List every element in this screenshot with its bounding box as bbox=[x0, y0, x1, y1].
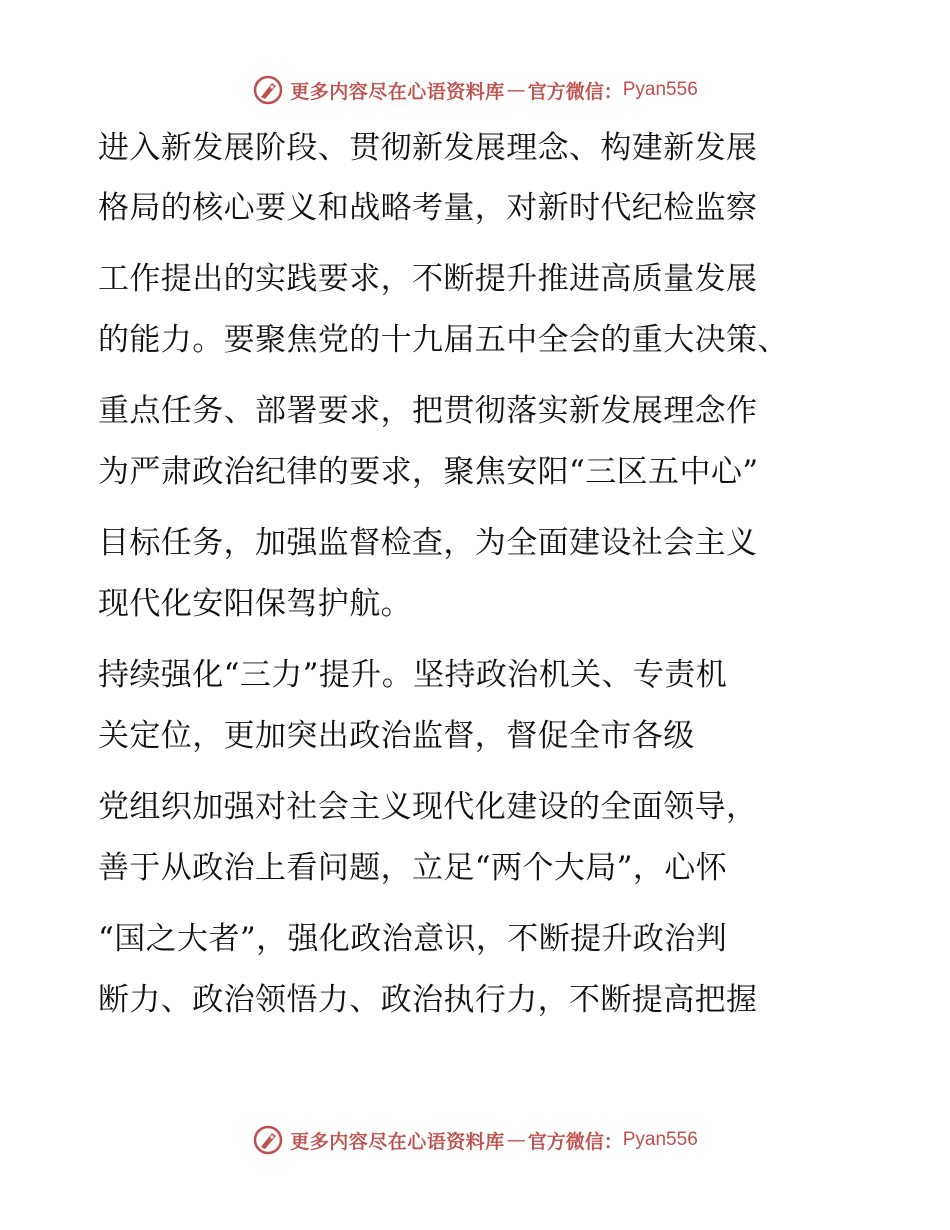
banner-separator: — bbox=[506, 79, 526, 101]
banner-separator: — bbox=[506, 1129, 526, 1151]
text-line: 格局的核心要义和战略考量，对新时代纪检监察 bbox=[98, 190, 758, 226]
text-line: 善于从政治上看问题，立足“两个大局”，心怀 bbox=[98, 850, 728, 886]
text-line: “国之大者”，强化政治意识，不断提升政治判 bbox=[98, 921, 728, 957]
wechat-id: Pyan556 bbox=[622, 79, 698, 100]
footer-banner bbox=[0, 1120, 950, 1160]
promo-text: 更多内容尽在心语资料库 bbox=[290, 1130, 505, 1153]
text-line: 工作提出的实践要求，不断提升推进高质量发展 bbox=[98, 261, 758, 297]
text-line: 的能力。要聚焦党的十九届五中全会的重大决策、 bbox=[98, 322, 789, 358]
text-line: 断力、政治领悟力、政治执行力，不断提高把握 bbox=[98, 982, 758, 1018]
text-line: 党组织加强对社会主义现代化建设的全面领导， bbox=[98, 789, 758, 825]
pen-nib-icon bbox=[252, 1124, 284, 1156]
text-line: 关定位，更加突出政治监督，督促全市各级 bbox=[98, 718, 695, 754]
wechat-id: Pyan556 bbox=[622, 1129, 698, 1150]
text-line: 重点任务、部署要求，把贯彻落实新发展理念作 bbox=[98, 393, 758, 429]
pen-nib-icon bbox=[252, 74, 284, 106]
official-wechat-label: 官方微信： bbox=[527, 1130, 623, 1153]
text-line: 进入新发展阶段、贯彻新发展理念、构建新发展 bbox=[98, 130, 758, 166]
text-line: 现代化安阳保驾护航。 bbox=[98, 586, 412, 622]
text-line: 目标任务，加强监督检查，为全面建设社会主义 bbox=[98, 525, 758, 561]
text-line: 为严肃政治纪律的要求，聚焦安阳“三区五中心” bbox=[98, 454, 759, 490]
promo-text: 更多内容尽在心语资料库 bbox=[290, 80, 505, 103]
official-wechat-label: 官方微信： bbox=[527, 80, 623, 103]
text-line: 持续强化“三力”提升。坚持政治机关、专责机 bbox=[98, 657, 728, 693]
header-banner bbox=[0, 70, 950, 110]
